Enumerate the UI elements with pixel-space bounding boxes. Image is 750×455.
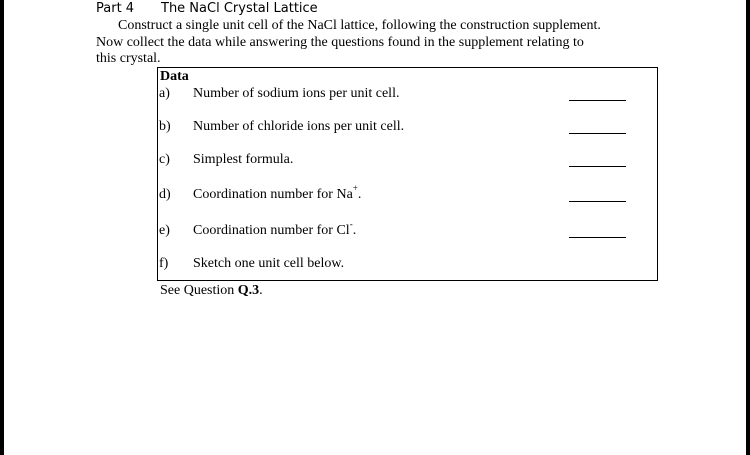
question-text: Coordination number for Cl: [193, 223, 350, 238]
data-item-coordination-na: [158, 183, 657, 204]
item-question: [193, 219, 357, 240]
item-question: Number of chloride ions per unit cell.: [193, 119, 405, 134]
answer-blank-a[interactable]: [569, 100, 626, 101]
item-letter: b): [159, 119, 171, 134]
data-item-sketch: [158, 255, 657, 273]
item-letter: f): [159, 256, 169, 271]
see-question-note: [160, 282, 263, 300]
answer-blank-c[interactable]: [569, 166, 626, 167]
right-frame-edge: [746, 0, 750, 455]
instructions-line-1: Construct a single unit cell of the NaCl lattice, following the construction supplement.: [118, 18, 601, 33]
instructions-line-3: this crystal.: [96, 51, 161, 66]
charge-superscript: -: [349, 219, 353, 230]
item-question: Number of sodium ions per unit cell.: [193, 86, 400, 101]
question-reference: Q.3: [237, 283, 260, 298]
data-table-box: [157, 67, 658, 281]
question-end: .: [357, 187, 362, 202]
part-title: The NaCl Crystal Lattice: [161, 1, 318, 16]
item-question: [193, 183, 362, 204]
data-item-chloride-count: [158, 118, 657, 136]
item-question: Sketch one unit cell below.: [193, 256, 345, 271]
data-item-simplest-formula: [158, 151, 657, 169]
item-letter: a): [159, 86, 170, 101]
data-box-title: Data: [160, 69, 189, 84]
charge-superscript: +: [352, 183, 358, 194]
answer-blank-e[interactable]: [569, 237, 626, 238]
question-end: .: [352, 223, 357, 238]
item-question: Simplest formula.: [193, 152, 294, 167]
note-prefix: See Question: [160, 283, 238, 298]
answer-blank-d[interactable]: [569, 201, 626, 202]
item-letter: c): [159, 152, 170, 167]
item-letter: d): [159, 187, 171, 202]
instructions-paragraph: [96, 18, 656, 68]
instructions-line-2: Now collect the data while answering the questions found in the supplement relating to: [96, 34, 584, 50]
data-item-coordination-cl: [158, 219, 657, 240]
item-letter: e): [159, 223, 170, 238]
data-item-sodium-count: [158, 85, 657, 103]
question-text: Coordination number for Na: [193, 187, 353, 202]
left-frame-edge: [0, 0, 4, 455]
part-label: Part 4: [96, 1, 135, 16]
answer-blank-b[interactable]: [569, 133, 626, 134]
note-suffix: .: [259, 283, 263, 298]
